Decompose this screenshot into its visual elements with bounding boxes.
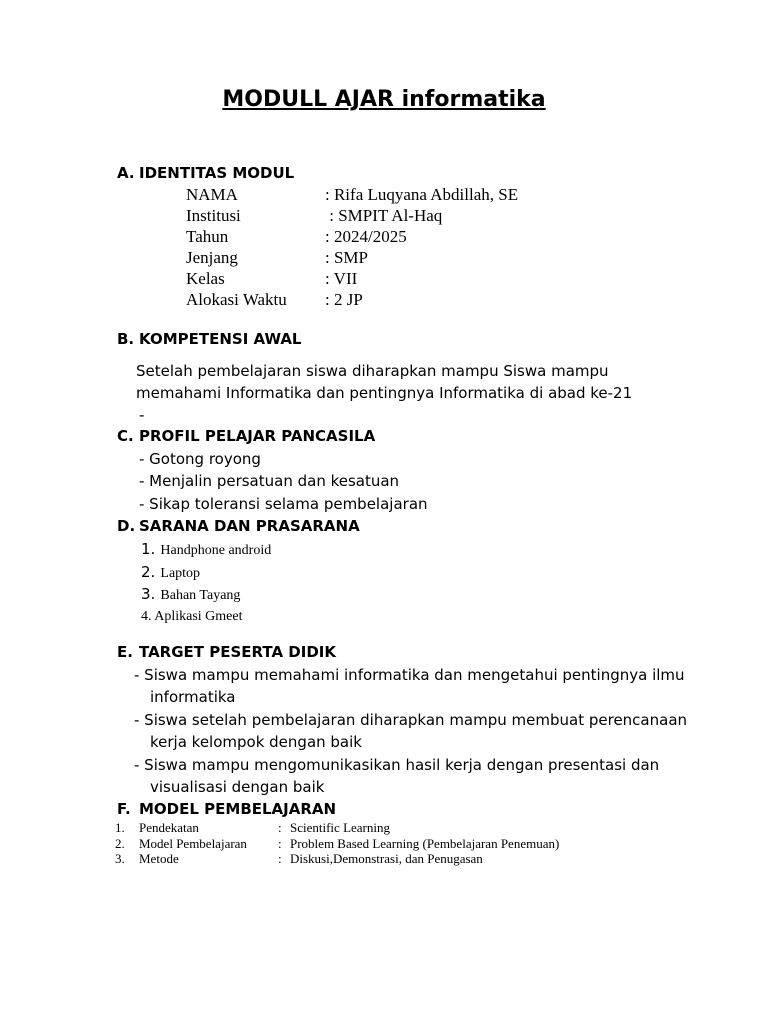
model-row-value: Scientific Learning [290, 820, 390, 835]
section-a-heading [117, 163, 294, 183]
kompetensi-line: Setelah pembelajaran siswa diharapkan mampu Siswa mampu [136, 362, 609, 380]
identity-label: Alokasi Waktu [186, 290, 287, 309]
model-row-label: Metode [139, 851, 179, 866]
target-line: kerja kelompok dengan baik [150, 733, 362, 751]
section-b-title: KOMPETENSI AWAL [139, 330, 302, 348]
identity-label: NAMA [186, 185, 238, 204]
target-line: - Siswa mampu memahami informatika dan mengetahui pentingnya ilmu [134, 666, 685, 684]
identity-value: : Rifa Luqyana Abdillah, SE [325, 185, 519, 204]
identity-value: : SMPIT Al-Haq [325, 206, 443, 225]
model-row-number: 1. [115, 820, 125, 835]
identity-label: Kelas [186, 269, 225, 288]
identity-label: Institusi [186, 206, 241, 225]
sarana-item-number: 3. [141, 585, 156, 603]
model-row-value: Problem Based Learning (Pembelajaran Penemuan) [290, 836, 560, 851]
sarana-item [141, 561, 200, 584]
sarana-item [141, 604, 243, 627]
section-e-title: TARGET PESERTA DIDIK [139, 643, 336, 661]
section-f-heading [117, 799, 336, 819]
model-row-colon: : [278, 836, 282, 851]
profil-item: - Sikap toleransi selama pembelajaran [139, 495, 428, 513]
profil-item: - Menjalin persatuan dan kesatuan [139, 472, 400, 490]
section-c-title: PROFIL PELAJAR PANCASILA [139, 427, 376, 445]
identity-label: Tahun [186, 227, 229, 246]
document-title: MODULL AJAR informatika [222, 87, 546, 112]
sarana-item-number: 1. [141, 540, 156, 558]
identity-value: : SMP [325, 248, 368, 267]
section-c-heading [117, 426, 375, 446]
section-d-title: SARANA DAN PRASARANA [139, 517, 360, 535]
model-row-label: Pendekatan [139, 820, 199, 835]
section-b-letter: B. [117, 330, 135, 348]
sarana-item [141, 538, 271, 561]
sarana-item-text: Laptop [160, 566, 201, 581]
section-a-title: IDENTITAS MODUL [139, 164, 295, 182]
sarana-item-number: 2. [141, 563, 156, 581]
profil-item: - Gotong royong [139, 450, 261, 468]
sarana-item-text: 4. Aplikasi Gmeet [141, 609, 243, 624]
target-line: - Siswa setelah pembelajaran diharapkan mampu membuat perencanaan [134, 711, 688, 729]
section-c-letter: C. [117, 427, 134, 445]
target-line: informatika [150, 688, 236, 706]
section-f-letter: F. [117, 800, 131, 818]
section-b-heading [117, 329, 301, 349]
identity-value: : VII [325, 269, 358, 288]
kompetensi-line: memahami Informatika dan pentingnya Informatika di abad ke-21 [136, 384, 633, 402]
model-row-number: 3. [115, 851, 125, 866]
model-row-value: Diskusi,Demonstrasi, dan Penugasan [290, 851, 483, 866]
section-a-letter: A. [117, 164, 135, 182]
identity-value: : 2 JP [325, 290, 363, 309]
sarana-item-text: Bahan Tayang [160, 588, 241, 603]
target-line: visualisasi dengan baik [150, 778, 325, 796]
section-e-heading [117, 642, 336, 662]
section-e-letter: E. [117, 643, 133, 661]
model-row-number: 2. [115, 836, 125, 851]
sarana-item [141, 583, 240, 606]
sarana-item-text: Handphone android [160, 543, 272, 558]
section-d-letter: D. [117, 517, 136, 535]
section-f-title: MODEL PEMBELAJARAN [139, 800, 337, 818]
identity-label: Jenjang [186, 248, 238, 267]
section-d-heading [117, 516, 360, 536]
target-line: - Siswa mampu mengomunikasikan hasil kerja dengan presentasi dan [134, 756, 660, 774]
kompetensi-line: - [139, 406, 145, 424]
model-row-colon: : [278, 851, 282, 866]
model-row-label: Model Pembelajaran [139, 836, 247, 851]
model-row-colon: : [278, 820, 282, 835]
identity-value: : 2024/2025 [325, 227, 407, 246]
